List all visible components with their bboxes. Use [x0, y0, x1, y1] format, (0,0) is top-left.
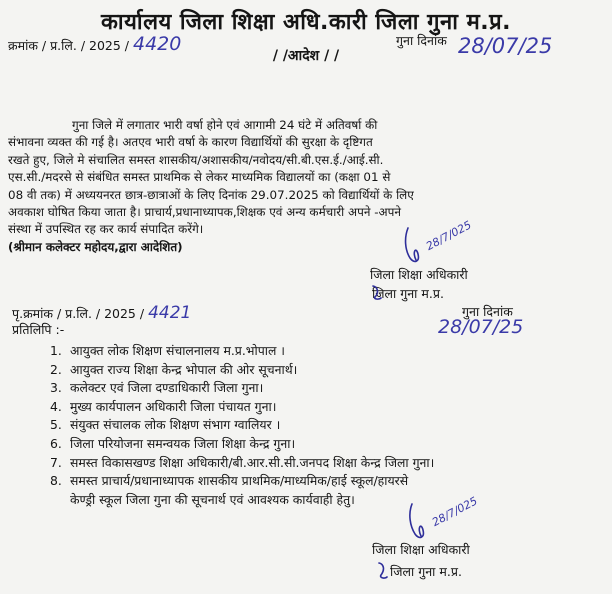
- order-heading: / /आदेश / /: [272, 48, 340, 64]
- list-item: [50, 416, 434, 435]
- list-item-number: 6.: [50, 435, 62, 451]
- list-item-number: 1.: [50, 343, 62, 358]
- signature-2-designation: जिला शिक्षा अधिकारी: [372, 542, 470, 557]
- copy-ref-prefix: पृ.क्रमांक / प्र.लि. / 2025 /: [12, 306, 145, 321]
- copy-ref-number: [12, 303, 191, 323]
- list-item-number: 7.: [50, 454, 62, 470]
- list-item: [50, 361, 434, 380]
- copy-date-label: गुना दिनांक: [462, 304, 513, 319]
- list-item: [50, 379, 434, 398]
- list-item: [50, 398, 434, 417]
- signature-1-district: जिला गुना म.प्र.: [372, 286, 444, 301]
- date-label: गुना दिनांक: [396, 33, 447, 48]
- signature-mark-1: [370, 283, 384, 303]
- list-item-text: समस्त प्राचार्य/प्रधानाध्यापक शासकीय प्राथमिक/माध्यमिक/हाई स्कूल/हायरसे: [70, 473, 409, 489]
- list-item: [50, 342, 434, 361]
- body-line: 08 वी तक) में अध्ययनरत छात्र-छात्राओं के लिए दिनांक 29.07.2025 को विद्यार्थियों के लिए: [8, 187, 414, 202]
- list-item-text: मुख्य कार्यपालन अधिकारी जिला पंचायत गुना।: [70, 398, 277, 414]
- body-line: अवकाश घोषित किया जाता है। प्राचार्य,प्रधानाध्यापक,शिक्षक एवं अन्य कर्मचारी अपने -अपने: [8, 205, 401, 220]
- list-item-number: 2.: [50, 361, 62, 377]
- list-item-text: आयुक्त राज्य शिक्षा केन्द्र भोपाल की ओर सूचनार्थ।: [70, 361, 298, 377]
- copy-ref-number-handwritten: 4421: [148, 303, 192, 323]
- list-item-text: जिला परियोजना समन्वयक जिला शिक्षा केन्द्र गुना।: [70, 435, 296, 451]
- list-item: [50, 435, 434, 454]
- body-line: संभावना व्यक्त की गई है। अतएव भारी वर्षा के कारण विद्यार्थियों की सुरक्षा के दृष्टिगत: [8, 135, 373, 150]
- ref-number-handwritten: 4420: [132, 33, 182, 55]
- copy-list: [50, 342, 434, 509]
- signature-1-date: 28/7/025: [423, 218, 474, 253]
- list-item-continuation: केण्ड्री स्कूल जिला गुना की सूचनार्थ एवं आवश्यक कार्यवाही हेतु।: [70, 491, 355, 507]
- office-title: कार्यालय जिला शिक्षा अधि.कारी जिला गुना म.प्र.: [101, 10, 511, 35]
- order-body: [8, 117, 604, 256]
- ref-prefix: क्रमांक / प्र.लि. / 2025 /: [8, 38, 129, 53]
- signature-2-date: 28/7/025: [429, 494, 480, 529]
- signature-1-designation: जिला शिक्षा अधिकारी: [370, 267, 468, 282]
- body-line: एस.सी./मदरसे से संबंधित समस्त प्राथमिक से लेकर माध्यमिक विद्यालयों का (कक्षा 01 से: [8, 170, 391, 185]
- list-item: [50, 454, 434, 473]
- list-item-number: 5.: [50, 417, 62, 433]
- signature-mark-2: [376, 560, 390, 582]
- body-line: गुना जिले में लगातार भारी वर्षा होने एवं आगामी 24 घंटे में अतिवर्षा की: [72, 118, 378, 132]
- copy-date-handwritten: 28/07/25: [438, 316, 524, 338]
- authority-line: (श्रीमान कलेक्टर महोदय,द्वारा आदेशित): [8, 239, 183, 254]
- list-item-text: समस्त विकासखण्ड शिक्षा अधिकारी/बी.आर.सी.सी.जनपद शिक्षा केन्द्र जिला गुना।: [70, 454, 435, 470]
- list-item-number: 3.: [50, 380, 62, 396]
- body-line: रखते हुए, जिले मे संचालित समस्त शासकीय/अशासकीय/नवोदय/सी.बी.एस.ई./आई.सी.: [8, 152, 384, 167]
- list-item-text: कलेक्टर एवं जिला दण्डाधिकारी जिला गुना।: [70, 380, 264, 396]
- list-item-number: 4.: [50, 398, 62, 414]
- list-item-text: आयुक्त लोक शिक्षण संचालनालय म.प्र.भोपाल ।: [70, 343, 285, 358]
- list-item-number: 8.: [50, 473, 62, 489]
- list-item-text: संयुक्त संचालक लोक शिक्षण संभाग ग्वालियर ।: [70, 417, 281, 433]
- signature-2-district: जिला गुना म.प्र.: [390, 564, 462, 579]
- order-date-handwritten: 28/07/25: [458, 34, 553, 58]
- body-line: संस्था में उपस्थित रह कर कार्य संपादित करेंगे।: [8, 222, 204, 237]
- list-item: [50, 472, 434, 491]
- copy-label: प्रतिलिपि :-: [12, 322, 65, 337]
